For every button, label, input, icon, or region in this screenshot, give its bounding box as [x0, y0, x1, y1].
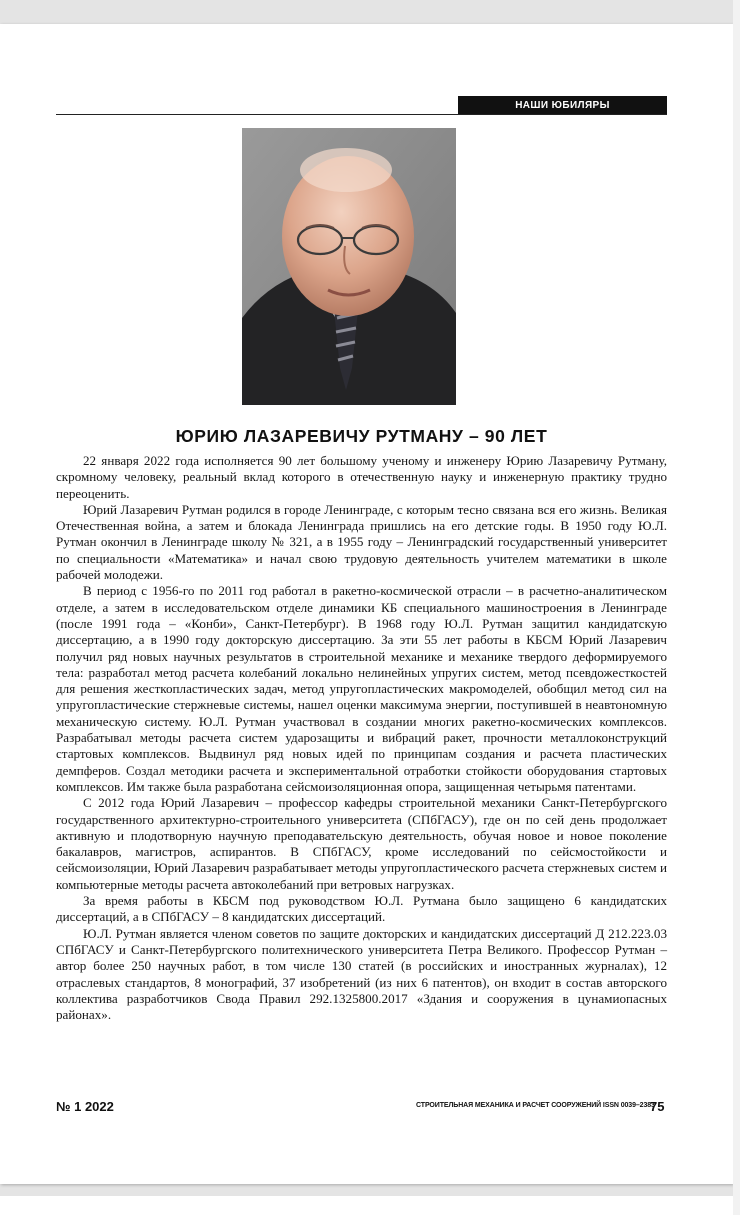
paragraph: Юрий Лазаревич Рутман родился в городе Ленинграде, с которым тесно связана вся его жизнь. Великая Отечественная война, а затем и блокада Ленинграда пришлись на его детские годы. В 1950 году Ю.Л. Рутман окончил в Ленинграде школу № 321, а в 1955 году – Ленинградский государственный университет по специальности «Математика» и начал свою трудовую деятельность учителем математики в школе рабочей молодежи. [56, 501, 667, 583]
paragraph: Ю.Л. Рутман является членом советов по защите докторских и кандидатских диссертаций Д 212.223.03 СПбГАСУ и Санкт-Петербургского политехнического университета Петра Великого. Профессор Рутман – автор более 250 научных работ, в том числе 130 статей (в российских и иностранных журналах), 12 отраслевых стандартов, 8 монографий, 37 изобретений (из них 6 патентов), он входит в состав авторского коллектива разработчиков Свода Правил 292.1325800.2017 «Здания и сооружения в цунамиопасных районах». [56, 925, 667, 1023]
paragraph: 22 января 2022 года исполняется 90 лет большому ученому и инженеру Юрию Лазаревичу Рутману, скромному человеку, реальный вклад которого в отечественную науку и инженерную практику трудно переоценить. [56, 453, 667, 501]
paragraph: С 2012 года Юрий Лазаревич – профессор кафедры строительной механики Санкт-Петербургского государственного архитектурно-строительного университета (СПбГАСУ), где он по сей день продолжает активную и плодотворную научную преподавательскую деятельность, обучая новое и новое поколение бакалавров, магистров, аспирантов. В СПбГАСУ, кроме исследований по сейсмостойкости и сейсмоизоляции, Юрий Лазаревич разрабатывает методы упругопластического расчета стержневых систем и компьютерные методы расчета автоколебаний при ветровых нагрузках. [56, 795, 667, 892]
article-title: ЮРИЮ ЛАЗАРЕВИЧУ РУТМАНУ – 90 ЛЕТ [175, 426, 548, 446]
page-edge [733, 0, 740, 1215]
section-tag: НАШИ ЮБИЛЯРЫ [458, 96, 667, 115]
page-number: 75 [650, 1099, 665, 1114]
journal-name: СТРОИТЕЛЬНАЯ МЕХАНИКА И РАСЧЕТ СООРУЖЕНИЙ ISSN 0039–2383 [416, 1102, 655, 1109]
article-body [56, 453, 667, 1023]
header-rule [56, 114, 667, 115]
next-page-edge [0, 1196, 733, 1215]
paragraph: В период с 1956-го по 2011 год работал в ракетно-космической отрасли – в расчетно-аналитическом отделе, а затем в исследовательском отделе динамики КБ специального машиностроения в Ленинграде (после 1991 года – «Конби», Санкт-Петербург). В 1968 году Ю.Л. Рутман защитил кандидатскую диссертацию, а в 1990 году докторскую диссертацию. За эти 55 лет работы в КБСМ Юрий Лазаревич получил ряд новых научных результатов в строительной механике и механике твердого деформируемого тела: разработал метод расчета колебаний локально нелинейных упругих систем, метод псевдожесткостей для решения жесткопластических задач, метод упругопластических макромоделей, обобщил метод сил на упругопластические стержневые системы, нашел оценки максимума энергии, поступившей в неавтономную механическую систему. Ю.Л. Рутман участвовал в создании многих ракетно-космических комплексов. Разрабатывал методы расчета систем ударозащиты и вибраций ракет, прочности металлоконструкций стартовых комплексов. Выдвинул ряд новых идей по принципам создания и расчета пластических демпферов. Создал методики расчета и экспериментальной отработки стойкости оборудования стартовых комплексов. Им также была разработана сейсмоизоляционная опора, защищенная четырьмя патентами. [56, 583, 667, 794]
portrait-photo [242, 128, 456, 405]
paragraph: За время работы в КБСМ под руководством Ю.Л. Рутмана было защищено 6 кандидатских диссертаций, а в СПбГАСУ – 8 кандидатских диссертаций. [56, 893, 667, 925]
issue-number: № 1 2022 [56, 1099, 114, 1114]
portrait-illustration [242, 128, 456, 405]
